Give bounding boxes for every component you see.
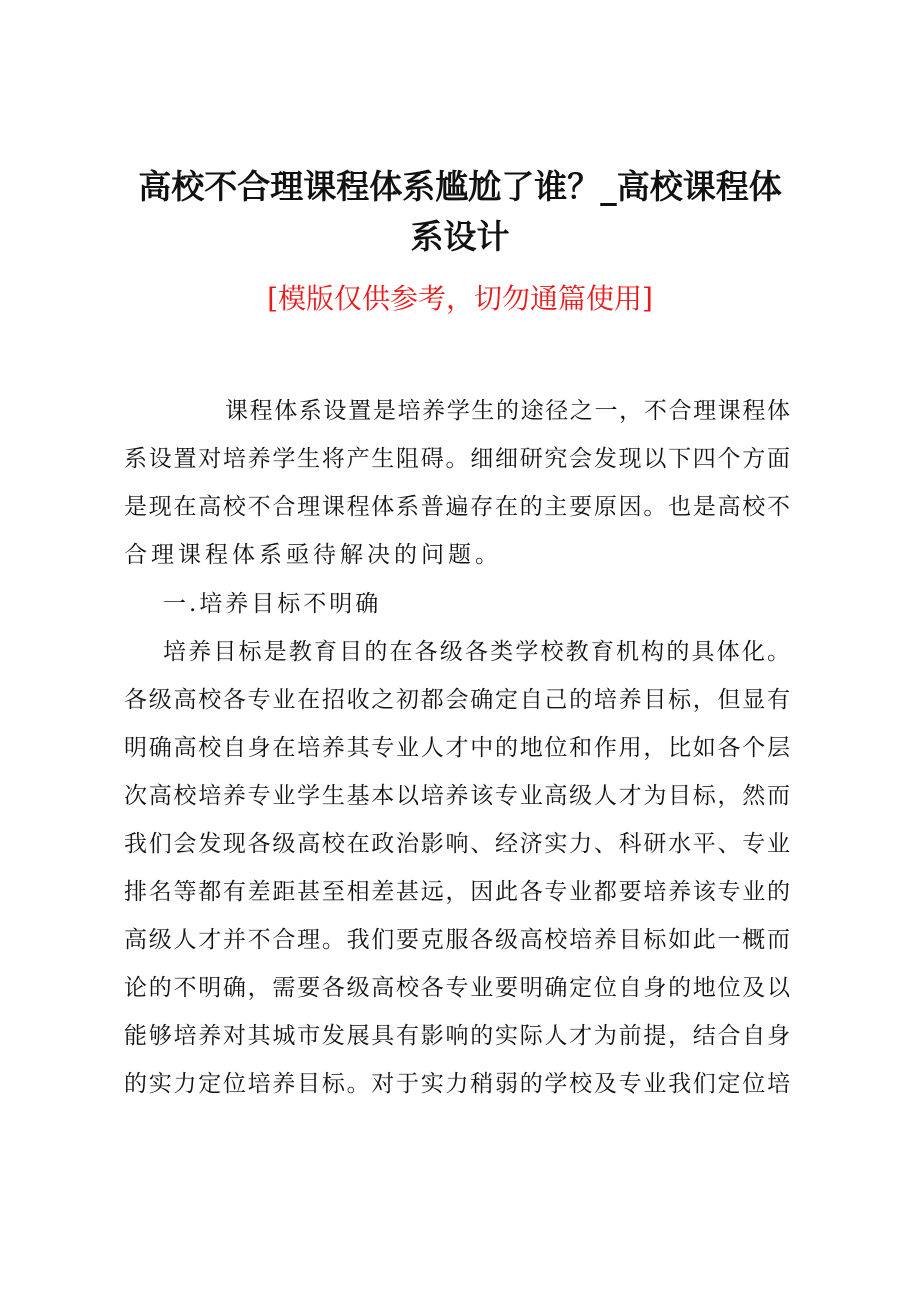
- section-line: 各级高校各专业在招收之初都会确定自己的培养目标，但显有: [124, 687, 790, 713]
- template-notice: [模版仅供参考，切勿通篇使用]: [267, 282, 653, 315]
- intro-line: 系设置对培养学生将产生阻碍。细细研究会发现以下四个方面: [124, 446, 790, 472]
- section-line: 明确高校自身在培养其专业人才中的地位和作用，比如各个层: [124, 735, 790, 761]
- section-line: 高级人才并不合理。我们要克服各级高校培养目标如此一概而: [124, 927, 790, 953]
- section-line: 论的不明确，需要各级高校各专业要明确定位自身的地位及以: [124, 975, 790, 1001]
- intro-line: 合理课程体系亟待解决的问题。: [124, 542, 502, 568]
- intro-line: 是现在高校不合理课程体系普遍存在的主要原因。也是高校不: [124, 494, 790, 520]
- section-line: 次高校培养专业学生基本以培养该专业高级人才为目标，然而: [124, 783, 790, 809]
- intro-line: 课程体系设置是培养学生的途径之一，不合理课程体: [225, 398, 790, 424]
- section-line: 排名等都有差距甚至相差甚远，因此各专业都要培养该专业的: [124, 879, 790, 905]
- section-line: 我们会发现各级高校在政治影响、经济实力、科研水平、专业: [124, 831, 790, 857]
- section-line: 的实力定位培养目标。对于实力稍弱的学校及专业我们定位培: [124, 1071, 790, 1097]
- document-title-line-2: 系设计: [410, 217, 510, 256]
- section-line: 能够培养对其城市发展具有影响的实际人才为前提，结合自身: [124, 1023, 790, 1049]
- document-title-line-1: 高校不合理课程体系尴尬了谁？_高校课程体: [138, 167, 782, 206]
- section-line: 培养目标是教育目的在各级各类学校教育机构的具体化。: [163, 639, 790, 665]
- section-heading: 一.培养目标不明确: [163, 591, 382, 617]
